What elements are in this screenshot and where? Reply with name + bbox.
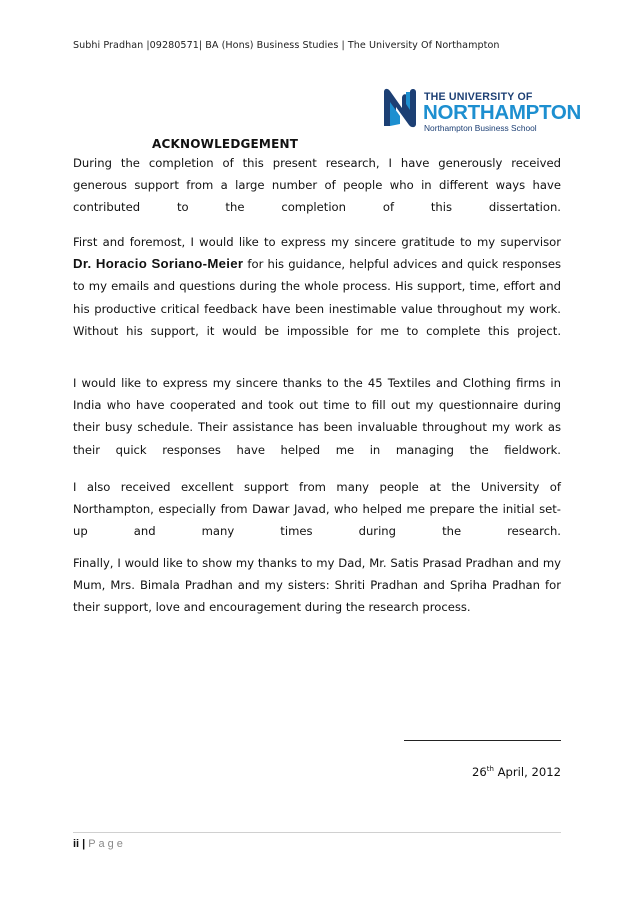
paragraph-5: Finally, I would like to show my thanks to my Dad, Mr. Satis Prasad Pradhan and my Mum, Mrs. Bimala Pradhan and my sisters: Shriti Pradhan and Spriha Pradhan for their support, love and encouragement during the research process. [73,556,561,615]
university-logo-icon [380,86,420,130]
page-title: ACKNOWLEDGEMENT [152,137,299,151]
date-suffix: th [486,765,494,774]
logo-line-1: THE UNIVERSITY OF [424,91,533,103]
paragraph-2 [73,231,561,342]
signature-date [400,765,561,779]
paragraph-1: During the completion of this present research, I have generously received generous support from a large number of people who in different ways have contributed to the completion of this dissertation. [73,156,561,215]
supervisor-name: Dr. Horacio Soriano-Meier [73,256,244,272]
page-label: Page [88,838,126,850]
logo-line-2: NORTHAMPTON [423,101,582,124]
footer-divider [73,832,561,833]
footer-separator: | [82,838,86,850]
signature-line [404,740,561,741]
paragraph-3: I would like to express my sincere thanks to the 45 Textiles and Clothing firms in India who have cooperated and took out time to fill out my questionnaire during their busy schedule. Their assistance has been invaluable throughout my work as their quick responses have helped me in managing the fieldwork. [73,376,561,457]
paragraph-4: I also received excellent support from many people at the University of Northampton, especially from Dawar Javad, who helped me prepare the initial set-up and many times during the research. [73,480,561,539]
date-month-year: April, 2012 [493,765,561,779]
page-footer [73,838,126,850]
university-logo [380,86,582,134]
logo-line-3: Northampton Business School [424,123,537,133]
date-day: 26 [471,765,487,779]
paragraph-2-intro: First and foremost, I would like to express my sincere gratitude to my supervisor [73,235,561,249]
paragraph-2-rest: for his guidance, helpful advices and quick responses to my emails and questions during the whole process. His support, time, effort and his productive critical feedback have been inestimable value throughout my work. Without his support, it would be impossible for me to complete this project. [73,257,561,338]
page-number: ii [73,838,80,850]
running-header: Subhi Pradhan |09280571| BA (Hons) Business Studies | The University Of Northampton [73,40,500,51]
